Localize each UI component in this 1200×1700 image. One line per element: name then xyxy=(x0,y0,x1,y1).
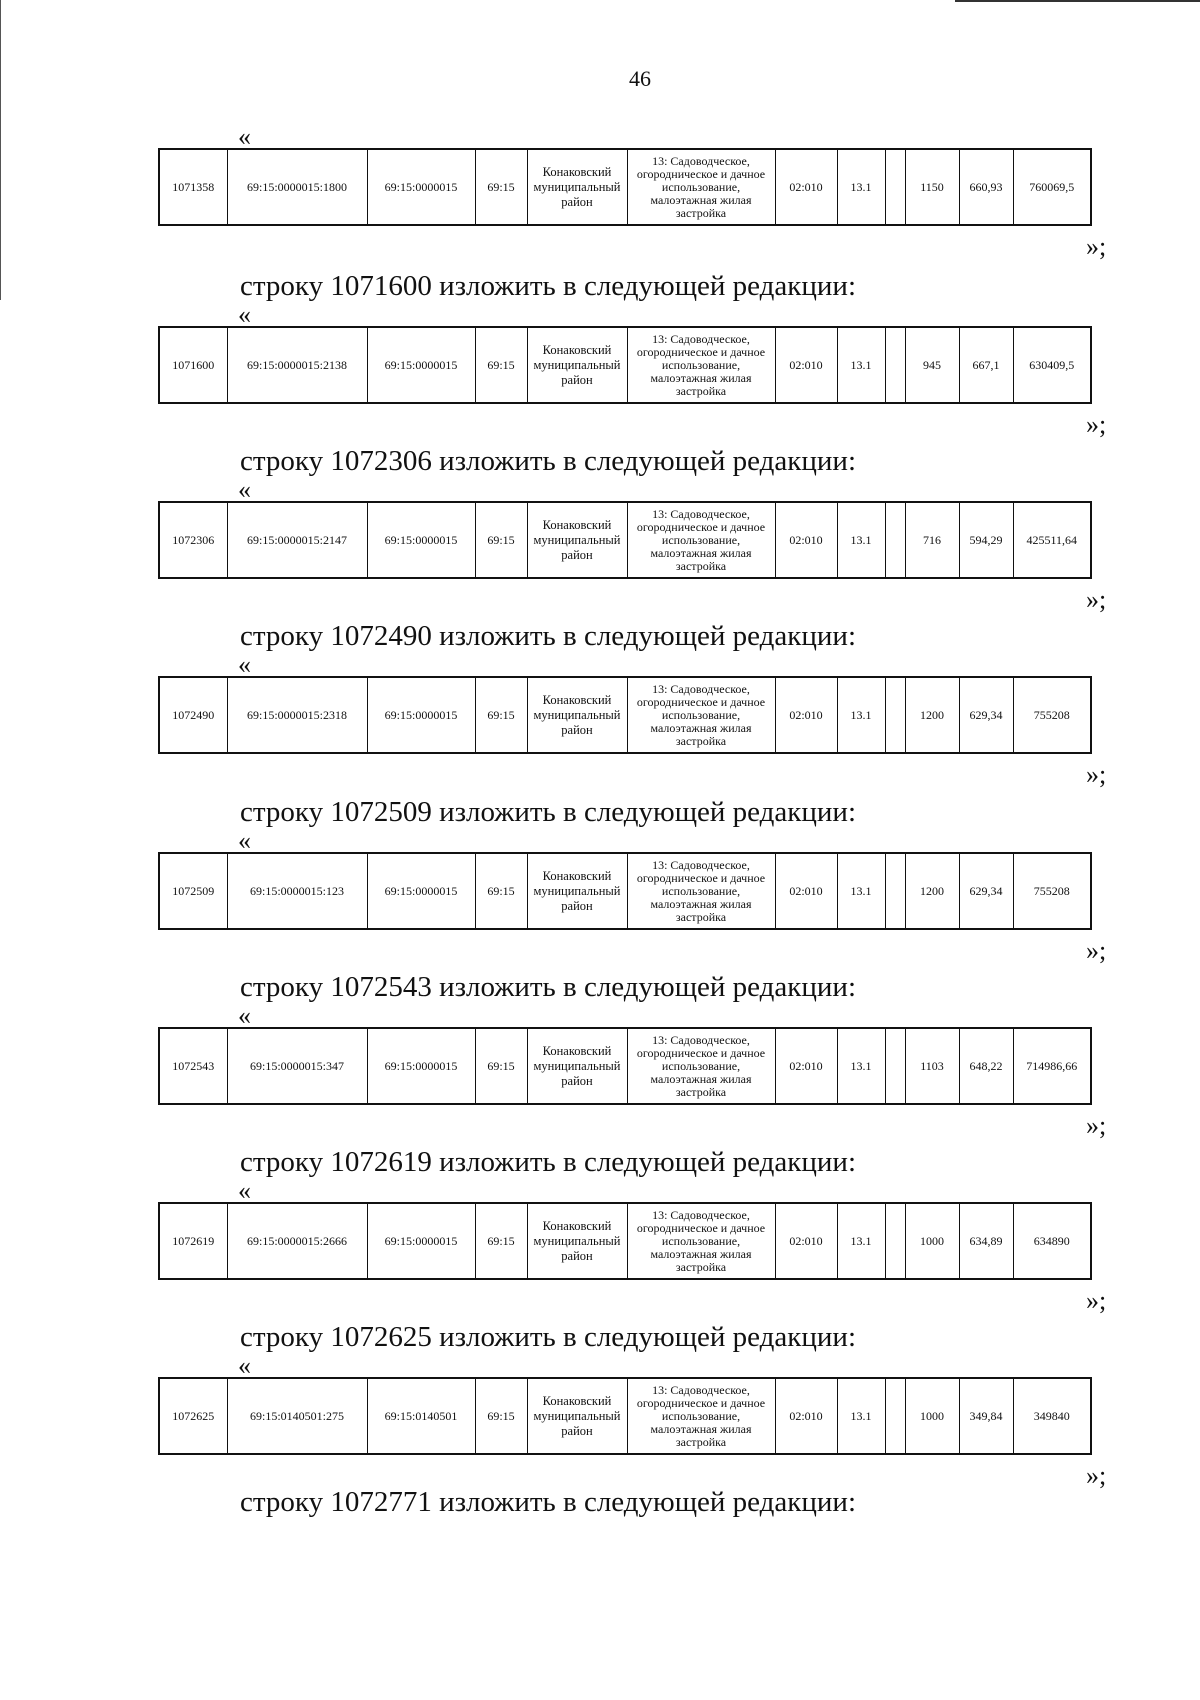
cell-cadastral-quarter: 69:15:0000015 xyxy=(367,853,475,929)
cell-empty-cell xyxy=(885,853,905,929)
cell-specific-value: 660,93 xyxy=(959,149,1013,225)
cell-land-use: 13: Садоводческое, огородническое и дачное использование, малоэтажная жилая застройка xyxy=(627,677,775,753)
cell-empty-cell xyxy=(885,1378,905,1454)
final-heading: строку 1072771 изложить в следующей редакции: xyxy=(240,1486,856,1518)
cell-cadastral-quarter: 69:15:0000015 xyxy=(367,1203,475,1279)
cell-area: 1200 xyxy=(905,853,959,929)
cell-municipality: Конаковский муниципальный район xyxy=(527,149,627,225)
cell-cadastral-quarter: 69:15:0140501 xyxy=(367,1378,475,1454)
cell-cadastral-value: 755208 xyxy=(1013,677,1091,753)
cell-cadastral-number: 69:15:0140501:275 xyxy=(227,1378,367,1454)
registry-table xyxy=(158,1377,1092,1455)
cell-empty-cell xyxy=(885,327,905,403)
cell-land-use: 13: Садоводческое, огородническое и дачное использование, малоэтажная жилая застройка xyxy=(627,1028,775,1104)
cell-row-number: 1072619 xyxy=(159,1203,227,1279)
cell-use-code: 02:010 xyxy=(775,502,837,578)
cell-district-code: 69:15 xyxy=(475,1378,527,1454)
page-number: 46 xyxy=(629,66,651,91)
cell-cadastral-value: 755208 xyxy=(1013,853,1091,929)
cell-area: 945 xyxy=(905,327,959,403)
cell-municipality: Конаковский муниципальный район xyxy=(527,853,627,929)
cell-row-number: 1071358 xyxy=(159,149,227,225)
registry-table xyxy=(158,1202,1092,1280)
opening-quote: « xyxy=(238,1176,251,1205)
cell-cadastral-number: 69:15:0000015:123 xyxy=(227,853,367,929)
table-row xyxy=(159,1028,1091,1104)
cell-land-use: 13: Садоводческое, огородническое и дачное использование, малоэтажная жилая застройка xyxy=(627,502,775,578)
section-heading: строку 1072490 изложить в следующей редакции: xyxy=(240,620,856,652)
registry-table xyxy=(158,326,1092,404)
cell-area: 1000 xyxy=(905,1203,959,1279)
cell-specific-value: 667,1 xyxy=(959,327,1013,403)
cell-municipality: Конаковский муниципальный район xyxy=(527,327,627,403)
cell-use-code: 02:010 xyxy=(775,149,837,225)
opening-quote: « xyxy=(238,475,251,504)
section-heading: строку 1072619 изложить в следующей редакции: xyxy=(240,1146,856,1178)
cell-row-number: 1072543 xyxy=(159,1028,227,1104)
cell-district-code: 69:15 xyxy=(475,149,527,225)
registry-table xyxy=(158,676,1092,754)
closing-quote: »; xyxy=(1086,1286,1107,1315)
closing-quote: »; xyxy=(1086,936,1107,965)
cell-specific-value: 594,29 xyxy=(959,502,1013,578)
cell-cadastral-value: 714986,66 xyxy=(1013,1028,1091,1104)
closing-quote: »; xyxy=(1086,410,1107,439)
cell-district-code: 69:15 xyxy=(475,502,527,578)
cell-group-code: 13.1 xyxy=(837,327,885,403)
cell-specific-value: 629,34 xyxy=(959,677,1013,753)
table-row xyxy=(159,327,1091,403)
cell-empty-cell xyxy=(885,149,905,225)
closing-quote: »; xyxy=(1086,1111,1107,1140)
cell-land-use: 13: Садоводческое, огородническое и дачное использование, малоэтажная жилая застройка xyxy=(627,853,775,929)
closing-quote: »; xyxy=(1086,232,1107,261)
cell-municipality: Конаковский муниципальный район xyxy=(527,1203,627,1279)
cell-municipality: Конаковский муниципальный район xyxy=(527,677,627,753)
cell-cadastral-number: 69:15:0000015:2318 xyxy=(227,677,367,753)
cell-area: 1000 xyxy=(905,1378,959,1454)
cell-use-code: 02:010 xyxy=(775,853,837,929)
cell-cadastral-value: 425511,64 xyxy=(1013,502,1091,578)
table-row xyxy=(159,677,1091,753)
cell-specific-value: 648,22 xyxy=(959,1028,1013,1104)
cell-row-number: 1071600 xyxy=(159,327,227,403)
cell-row-number: 1072306 xyxy=(159,502,227,578)
cell-specific-value: 629,34 xyxy=(959,853,1013,929)
cell-use-code: 02:010 xyxy=(775,327,837,403)
cell-district-code: 69:15 xyxy=(475,327,527,403)
table-row xyxy=(159,853,1091,929)
cell-group-code: 13.1 xyxy=(837,853,885,929)
closing-quote: »; xyxy=(1086,1461,1107,1490)
cell-empty-cell xyxy=(885,1203,905,1279)
cell-group-code: 13.1 xyxy=(837,502,885,578)
opening-quote: « xyxy=(238,1001,251,1030)
cell-group-code: 13.1 xyxy=(837,1028,885,1104)
cell-cadastral-quarter: 69:15:0000015 xyxy=(367,1028,475,1104)
cell-district-code: 69:15 xyxy=(475,677,527,753)
cell-cadastral-quarter: 69:15:0000015 xyxy=(367,502,475,578)
cell-use-code: 02:010 xyxy=(775,1028,837,1104)
cell-municipality: Конаковский муниципальный район xyxy=(527,1378,627,1454)
cell-municipality: Конаковский муниципальный район xyxy=(527,502,627,578)
cell-group-code: 13.1 xyxy=(837,149,885,225)
cell-cadastral-value: 760069,5 xyxy=(1013,149,1091,225)
cell-specific-value: 634,89 xyxy=(959,1203,1013,1279)
cell-area: 1103 xyxy=(905,1028,959,1104)
cell-cadastral-number: 69:15:0000015:1800 xyxy=(227,149,367,225)
cell-land-use: 13: Садоводческое, огородническое и дачное использование, малоэтажная жилая застройка xyxy=(627,1378,775,1454)
cell-area: 1200 xyxy=(905,677,959,753)
cell-municipality: Конаковский муниципальный район xyxy=(527,1028,627,1104)
registry-table xyxy=(158,852,1092,930)
cell-cadastral-quarter: 69:15:0000015 xyxy=(367,677,475,753)
cell-use-code: 02:010 xyxy=(775,1203,837,1279)
table-row xyxy=(159,1203,1091,1279)
top-border-rule xyxy=(955,0,1200,2)
cell-cadastral-number: 69:15:0000015:2138 xyxy=(227,327,367,403)
cell-empty-cell xyxy=(885,502,905,578)
cell-empty-cell xyxy=(885,677,905,753)
cell-district-code: 69:15 xyxy=(475,853,527,929)
cell-cadastral-value: 634890 xyxy=(1013,1203,1091,1279)
cell-group-code: 13.1 xyxy=(837,1378,885,1454)
cell-row-number: 1072490 xyxy=(159,677,227,753)
cell-empty-cell xyxy=(885,1028,905,1104)
cell-cadastral-value: 630409,5 xyxy=(1013,327,1091,403)
cell-cadastral-quarter: 69:15:0000015 xyxy=(367,327,475,403)
opening-quote: « xyxy=(238,122,251,151)
opening-quote: « xyxy=(238,826,251,855)
registry-table xyxy=(158,501,1092,579)
cell-cadastral-value: 349840 xyxy=(1013,1378,1091,1454)
cell-row-number: 1072509 xyxy=(159,853,227,929)
cell-row-number: 1072625 xyxy=(159,1378,227,1454)
left-border-rule xyxy=(0,0,1,300)
section-heading: строку 1072543 изложить в следующей редакции: xyxy=(240,971,856,1003)
cell-group-code: 13.1 xyxy=(837,677,885,753)
table-row xyxy=(159,149,1091,225)
opening-quote: « xyxy=(238,650,251,679)
cell-use-code: 02:010 xyxy=(775,677,837,753)
cell-cadastral-number: 69:15:0000015:347 xyxy=(227,1028,367,1104)
cell-district-code: 69:15 xyxy=(475,1203,527,1279)
cell-cadastral-number: 69:15:0000015:2666 xyxy=(227,1203,367,1279)
registry-table xyxy=(158,1027,1092,1105)
cell-area: 1150 xyxy=(905,149,959,225)
cell-group-code: 13.1 xyxy=(837,1203,885,1279)
cell-land-use: 13: Садоводческое, огородническое и дачное использование, малоэтажная жилая застройка xyxy=(627,327,775,403)
section-heading: строку 1071600 изложить в следующей редакции: xyxy=(240,270,856,302)
cell-cadastral-number: 69:15:0000015:2147 xyxy=(227,502,367,578)
cell-district-code: 69:15 xyxy=(475,1028,527,1104)
cell-specific-value: 349,84 xyxy=(959,1378,1013,1454)
registry-table xyxy=(158,148,1092,226)
closing-quote: »; xyxy=(1086,585,1107,614)
section-heading: строку 1072509 изложить в следующей редакции: xyxy=(240,796,856,828)
table-row xyxy=(159,1378,1091,1454)
section-heading: строку 1072625 изложить в следующей редакции: xyxy=(240,1321,856,1353)
closing-quote: »; xyxy=(1086,760,1107,789)
opening-quote: « xyxy=(238,300,251,329)
cell-land-use: 13: Садоводческое, огородническое и дачное использование, малоэтажная жилая застройка xyxy=(627,1203,775,1279)
opening-quote: « xyxy=(238,1351,251,1380)
cell-cadastral-quarter: 69:15:0000015 xyxy=(367,149,475,225)
cell-area: 716 xyxy=(905,502,959,578)
cell-use-code: 02:010 xyxy=(775,1378,837,1454)
cell-land-use: 13: Садоводческое, огородническое и дачное использование, малоэтажная жилая застройка xyxy=(627,149,775,225)
section-heading: строку 1072306 изложить в следующей редакции: xyxy=(240,445,856,477)
table-row xyxy=(159,502,1091,578)
